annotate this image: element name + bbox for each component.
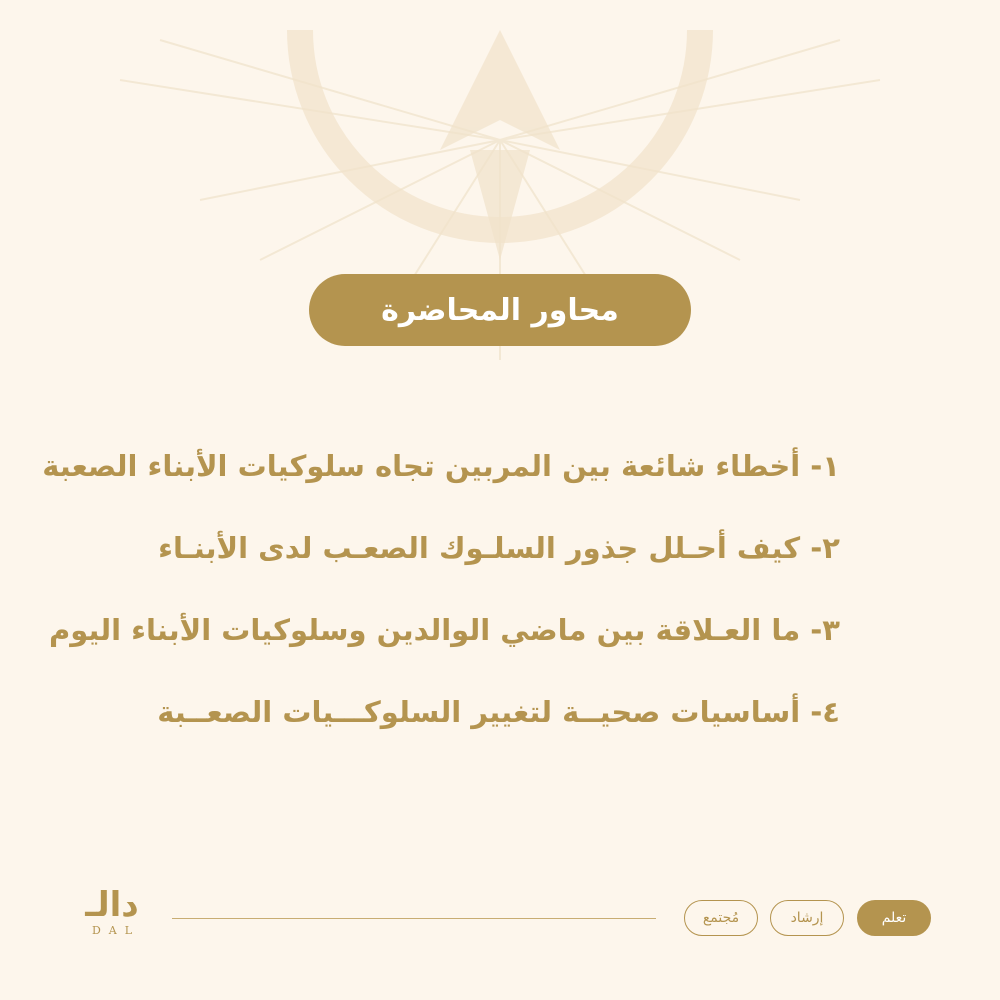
list-item: ٤- أساسيات صحيــة لتغيير السلوكـــيات الصعــبة — [157, 695, 840, 729]
topics-list — [42, 440, 840, 768]
logo-arabic-text: دالـ — [85, 885, 139, 925]
tag-community[interactable] — [684, 900, 758, 936]
list-item: ١- أخطاء شائعة بين المربين تجاه سلوكيات الأبناء الصعبة — [42, 449, 840, 483]
category-tags — [0, 900, 1000, 936]
lecture-topics-title-badge — [309, 274, 691, 346]
page-title: محاور المحاضرة — [381, 292, 619, 328]
tag-learn-label: تعلم — [881, 910, 907, 926]
list-item: ٣- ما العـلاقة بين ماضي الوالدين وسلوكيات الأبناء اليوم — [48, 613, 840, 647]
tag-learn[interactable] — [857, 900, 931, 936]
tag-guidance[interactable] — [770, 900, 844, 936]
tag-community-label: مُجتمع — [702, 910, 740, 926]
list-item: ٢- كيف أحـلل جذور السلـوك الصعـب لدى الأبنـاء — [158, 531, 840, 565]
tag-guidance-label: إرشاد — [790, 910, 824, 926]
logo-latin-text: DAL — [91, 924, 141, 937]
